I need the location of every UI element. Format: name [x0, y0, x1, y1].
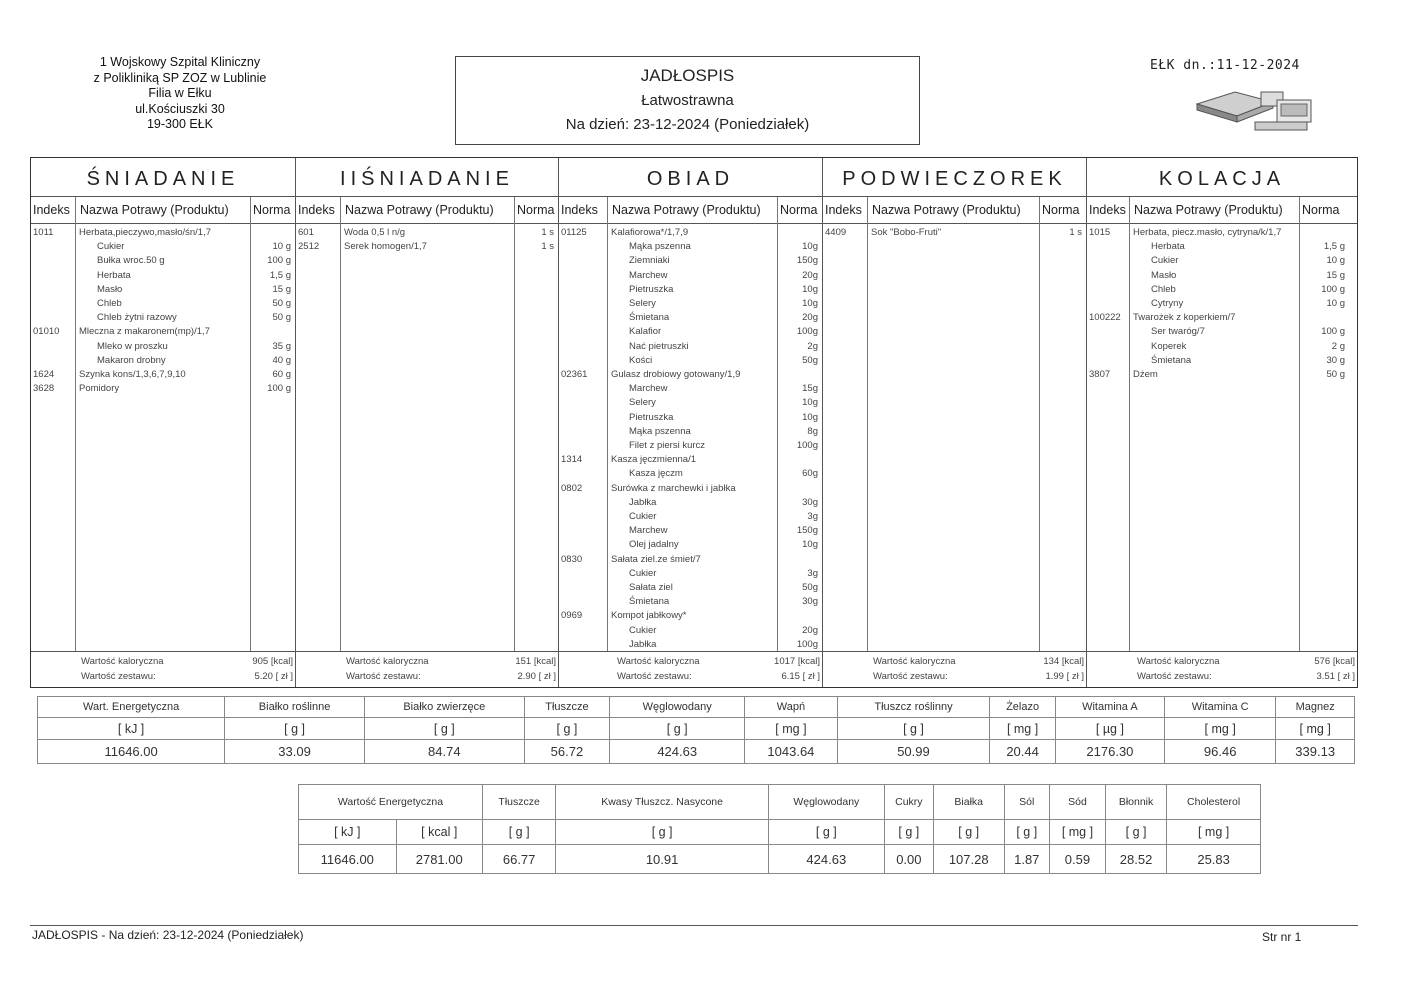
item-norm: 100 g [267, 383, 291, 395]
nutrient-unit: [ g ] [1004, 820, 1050, 845]
meal-title: PODWIECZOREK [823, 158, 1086, 197]
calorie-value: 1017 [kcal] [774, 656, 820, 667]
hospital-line: Filia w Ełku [148, 86, 212, 100]
book-computer-logo-icon [1195, 86, 1315, 134]
item-norm: 50 g [1326, 369, 1345, 380]
item-norm: 100 g [267, 255, 291, 267]
cost-label: Wartość zestawu: [617, 671, 692, 682]
meal-items [31, 224, 295, 651]
menu-date: Na dzień: 23-12-2024 (Poniedziałek) [565, 116, 810, 133]
item-norm: 20g [802, 624, 818, 636]
nutrient-value: 66.77 [482, 845, 555, 874]
item-norm: 10g [802, 411, 818, 423]
meal-column-headers [1087, 197, 1357, 224]
dish-name: Mleczna z makaronem(mp)/1,7 [79, 326, 210, 338]
item-norm: 10 g [272, 241, 291, 253]
ingredient-name: Kości [629, 354, 653, 366]
nutrient-name: Witamina A [1055, 697, 1164, 718]
item-norm: 20g [802, 269, 818, 281]
ingredient-name: Bułka wroc.50 g [97, 255, 165, 267]
title-box [455, 56, 920, 145]
nutrient-name: Tłuszcze [524, 697, 610, 718]
ingredient-name: Śmietana [629, 312, 670, 324]
ingredient-name: Selery [629, 298, 656, 309]
cost-value: 2.90 [ zł ] [517, 671, 556, 682]
ingredient-name: Cukier [629, 567, 657, 579]
item-norm: 1 s [1069, 227, 1082, 238]
item-norm: 40 g [272, 354, 291, 366]
item-index: 4409 [825, 227, 847, 238]
nutrient-name: Cholesterol [1167, 785, 1261, 820]
dish-name: Herbata, piecz.masło, cytryna/k/1,7 [1133, 227, 1282, 238]
nutrition-row [38, 697, 1355, 718]
dish-name: Twarożek z koperkiem/7 [1133, 312, 1236, 324]
item-index: 1314 [561, 454, 583, 466]
nutrient-name: Wartość Energetyczna [299, 785, 483, 820]
meal-items [296, 224, 558, 651]
item-index: 01125 [561, 227, 587, 238]
nutrient-value: 107.28 [933, 845, 1004, 874]
dish-name: Kalafiorowa*/1,7,9 [611, 227, 689, 238]
meal-title: OBIAD [559, 158, 822, 197]
meal-summary [296, 651, 558, 688]
index-header: Indeks [825, 203, 862, 217]
norm-header: Norma [1302, 203, 1340, 217]
ingredient-name: Cukier [1151, 255, 1179, 267]
nutrient-name: Cukry [884, 785, 933, 820]
item-index: 0830 [561, 553, 583, 565]
ingredient-name: Cukier [629, 624, 657, 636]
ingredient-name: Makaron drobny [97, 354, 166, 366]
ingredient-name: Kalafior [629, 326, 662, 338]
item-norm: 10g [802, 298, 818, 309]
meal-summary [823, 651, 1086, 688]
nutrient-name: Witamina C [1164, 697, 1275, 718]
item-norm: 50g [802, 354, 818, 366]
nutrient-name: Błonnik [1105, 785, 1166, 820]
nutrient-name: Wart. Energetyczna [38, 697, 225, 718]
nutrient-value: 84.74 [364, 740, 524, 764]
index-header: Indeks [1089, 203, 1126, 217]
nutrient-name: Tłuszcz roślinny [837, 697, 990, 718]
item-norm: 2 g [1331, 340, 1345, 352]
nutrient-value: 1043.64 [745, 740, 837, 764]
ingredient-name: Chleb żytni razowy [97, 312, 177, 324]
nutrient-value: 56.72 [524, 740, 610, 764]
nutrition-row [38, 718, 1355, 740]
page-title: JADŁOSPIS [640, 66, 735, 85]
ingredient-name: Marchew [629, 269, 668, 281]
nutrition-row [38, 740, 1355, 764]
nutrient-value: 25.83 [1167, 845, 1261, 874]
ingredient-name: Filet z piersi kurcz [629, 440, 706, 451]
dish-name: Surówka z marchewki i jabłka [611, 482, 736, 494]
item-index: 1624 [33, 369, 55, 380]
meal-title: ŚNIADANIE [31, 158, 295, 197]
meal-column-headers [296, 197, 558, 224]
nutrient-value: 20.44 [990, 740, 1056, 764]
nutrient-unit: [ kJ ] [299, 820, 397, 845]
hospital-line: ul.Kościuszki 30 [135, 101, 225, 116]
item-norm: 15g [802, 383, 818, 395]
item-index: 01010 [33, 326, 60, 338]
item-index: 0969 [561, 610, 583, 622]
meal-summary [1087, 651, 1357, 688]
ingredient-name: Cytryny [1151, 298, 1184, 309]
ingredient-name: Marchew [629, 525, 668, 537]
nutrient-name: Magnez [1276, 697, 1355, 718]
dish-name: Szynka kons/1,3,6,7,9,10 [79, 369, 186, 380]
item-norm: 50g [802, 582, 818, 593]
ingredient-name: Herbata [1151, 241, 1185, 253]
item-norm: 100g [796, 638, 818, 650]
hospital-line: 1 Wojskowy Szpital Kliniczny [99, 55, 261, 69]
dish-name: Dżem [1133, 369, 1158, 380]
nutrient-unit: [ mg ] [745, 718, 837, 740]
nutrient-value: 1.87 [1004, 845, 1050, 874]
calorie-label: Wartość kaloryczna [1137, 656, 1220, 667]
meal-items [1087, 224, 1357, 651]
diet-name: Łatwostrawna [641, 92, 734, 109]
nutrient-name: Sód [1050, 785, 1106, 820]
item-norm: 150g [796, 255, 818, 267]
item-norm: 15 g [272, 283, 291, 295]
meal-column [31, 158, 296, 687]
meal-title: IIŚNIADANIE [296, 158, 558, 197]
item-norm: 60 g [272, 369, 291, 380]
dish-name-header: Nazwa Potrawy (Produktu) [612, 203, 761, 217]
nutrient-unit: [ µg ] [1055, 718, 1164, 740]
calorie-value: 576 [kcal] [1314, 656, 1355, 667]
nutrition-row [299, 785, 1261, 820]
item-norm: 1 s [541, 241, 554, 253]
nutrient-value: 424.63 [610, 740, 745, 764]
item-norm: 15 g [1326, 269, 1345, 281]
cost-value: 3.51 [ zł ] [1316, 671, 1355, 682]
nutrient-value: 10.91 [556, 845, 769, 874]
item-norm: 10g [802, 539, 818, 551]
nutrient-value: 0.00 [884, 845, 933, 874]
item-index: 1015 [1089, 227, 1111, 238]
ingredient-name: Pietruszka [629, 411, 674, 423]
dish-name-header: Nazwa Potrawy (Produktu) [872, 203, 1021, 217]
item-index: 100222 [1089, 312, 1121, 324]
item-index: 3628 [33, 383, 55, 395]
index-header: Indeks [33, 203, 70, 217]
ingredient-name: Olej jadalny [629, 539, 679, 551]
nutrient-unit: [ mg ] [1164, 718, 1275, 740]
ingredient-name: Ser twaróg/7 [1151, 326, 1205, 338]
nutrient-unit: [ kJ ] [38, 718, 225, 740]
nutrient-name: Żelazo [990, 697, 1056, 718]
nutrient-unit: [ g ] [610, 718, 745, 740]
item-index: 601 [298, 227, 314, 238]
item-norm: 10g [802, 283, 818, 295]
meal-items [559, 224, 822, 651]
meal-title: KOLACJA [1087, 158, 1357, 197]
nutrient-unit: [ g ] [768, 820, 884, 845]
meal-column-headers [823, 197, 1086, 224]
cost-value: 5.20 [ zł ] [254, 671, 293, 682]
ingredient-name: Sałata ziel [629, 582, 673, 593]
nutrient-value: 0.59 [1050, 845, 1106, 874]
item-norm: 100g [796, 440, 818, 451]
item-norm: 30g [802, 496, 818, 508]
meal-column [1087, 158, 1357, 687]
norm-header: Norma [253, 203, 291, 217]
nutrient-unit: [ kcal ] [396, 820, 482, 845]
hospital-line: z Polikliniką SP ZOZ w Lublinie [93, 70, 267, 85]
nutrient-name: Białka [933, 785, 1004, 820]
dish-name: Kompot jabłkowy* [611, 610, 687, 622]
nutrient-unit: [ mg ] [1050, 820, 1106, 845]
ingredient-name: Ziemniaki [629, 255, 670, 267]
nutrient-name: Wapń [745, 697, 837, 718]
cost-label: Wartość zestawu: [346, 671, 421, 682]
nutrient-unit: [ g ] [524, 718, 610, 740]
nutrient-name: Kwasy Tłuszcz. Nasycone [556, 785, 769, 820]
meal-column [823, 158, 1087, 687]
norm-header: Norma [517, 203, 555, 217]
ingredient-name: Koperek [1151, 340, 1187, 352]
meals-table [30, 157, 1358, 688]
issue-date-stamp: EŁK dn.:11-12-2024 [1150, 58, 1300, 73]
ingredient-name: Masło [1151, 269, 1177, 281]
cost-label: Wartość zestawu: [873, 671, 948, 682]
nutrient-name: Sól [1004, 785, 1050, 820]
meal-items [823, 224, 1086, 651]
item-norm: 8g [807, 425, 818, 437]
nutrient-unit: [ mg ] [1276, 718, 1355, 740]
index-header: Indeks [561, 203, 598, 217]
meal-column-headers [31, 197, 295, 224]
item-norm: 35 g [272, 340, 291, 352]
nutrient-value: 2176.30 [1055, 740, 1164, 764]
item-norm: 150g [796, 525, 818, 537]
calorie-value: 134 [kcal] [1043, 656, 1084, 667]
dish-name: Gulasz drobiowy gotowany/1,9 [611, 369, 741, 380]
item-norm: 60g [802, 468, 818, 480]
ingredient-name: Chleb [97, 298, 122, 309]
ingredient-name: Herbata [97, 269, 131, 281]
nutrient-value: 339.13 [1276, 740, 1355, 764]
nutrient-unit: [ g ] [933, 820, 1004, 845]
ingredient-name: Selery [629, 397, 656, 409]
nutrition-row [299, 820, 1261, 845]
dish-name-header: Nazwa Potrawy (Produktu) [80, 203, 229, 217]
nutrient-name: Białko zwierzęce [364, 697, 524, 718]
norm-header: Norma [780, 203, 818, 217]
item-norm: 30g [802, 596, 818, 608]
nutrient-name: Białko roślinne [225, 697, 365, 718]
item-norm: 1,5 g [1323, 241, 1345, 253]
cost-label: Wartość zestawu: [81, 671, 156, 682]
dish-name: Kasza jęczmienna/1 [611, 454, 697, 466]
ingredient-name: Pietruszka [629, 283, 674, 295]
ingredient-name: Chleb [1151, 283, 1176, 295]
nutrition-row [299, 845, 1261, 874]
meal-column-headers [559, 197, 822, 224]
norm-header: Norma [1042, 203, 1080, 217]
cost-value: 6.15 [ zł ] [781, 671, 820, 682]
page-number: Str nr 1 [1262, 930, 1302, 944]
nutrient-unit: [ mg ] [1167, 820, 1261, 845]
cost-label: Wartość zestawu: [1137, 671, 1212, 682]
item-norm: 100g [796, 326, 818, 338]
item-index: 3807 [1089, 369, 1111, 380]
ingredient-name: Kasza jęczm [629, 468, 683, 480]
nutrient-value: 424.63 [768, 845, 884, 874]
meal-summary [559, 651, 822, 688]
ingredient-name: Mąka pszenna [629, 425, 691, 437]
ingredient-name: Mleko w proszku [97, 340, 168, 352]
item-norm: 50 g [272, 298, 291, 309]
ingredient-name: Jabłka [629, 638, 657, 650]
nutrient-value: 28.52 [1105, 845, 1166, 874]
nutrient-unit: [ g ] [837, 718, 990, 740]
dish-name: Sałata ziel.ze śmiet/7 [611, 553, 701, 565]
calorie-label: Wartość kaloryczna [617, 656, 700, 667]
nutrient-unit: [ mg ] [990, 718, 1056, 740]
calorie-value: 905 [kcal] [252, 656, 293, 667]
calorie-label: Wartość kaloryczna [346, 656, 429, 667]
nutrient-value: 11646.00 [38, 740, 225, 764]
nutrient-name: Tłuszcze [482, 785, 555, 820]
item-index: 1011 [33, 227, 54, 238]
nutrient-unit: [ g ] [556, 820, 769, 845]
ingredient-name: Cukier [97, 241, 125, 253]
item-index: 0802 [561, 482, 583, 494]
item-index: 2512 [298, 241, 320, 253]
nutrient-unit: [ g ] [884, 820, 933, 845]
ingredient-name: Mąka pszenna [629, 241, 691, 253]
nutrition-table-1 [37, 696, 1355, 764]
nutrient-unit: [ g ] [482, 820, 555, 845]
nutrition-table-2 [298, 784, 1261, 874]
nutrient-unit: [ g ] [364, 718, 524, 740]
hospital-address [60, 55, 300, 133]
item-norm: 10g [802, 241, 818, 253]
calorie-value: 151 [kcal] [515, 656, 556, 667]
nutrient-value: 2781.00 [396, 845, 482, 874]
dish-name-header: Nazwa Potrawy (Produktu) [1134, 203, 1283, 217]
ingredient-name: Marchew [629, 383, 668, 395]
calorie-label: Wartość kaloryczna [873, 656, 956, 667]
item-norm: 10 g [1326, 298, 1345, 309]
meal-column [559, 158, 823, 687]
meal-summary [31, 651, 295, 688]
dish-name: Serek homogen/1,7 [344, 241, 427, 253]
ingredient-name: Śmietana [629, 596, 670, 608]
nutrient-unit: [ g ] [225, 718, 365, 740]
item-norm: 100 g [1321, 283, 1345, 295]
hospital-line: 19-300 EŁK [146, 117, 214, 131]
item-norm: 50 g [272, 312, 291, 324]
item-norm: 3g [807, 567, 818, 579]
nutrient-value: 11646.00 [299, 845, 397, 874]
item-norm: 2g [807, 340, 818, 352]
dish-name: Sok "Bobo-Fruti" [871, 227, 942, 238]
footer-divider [30, 925, 1358, 926]
nutrient-value: 50.99 [837, 740, 990, 764]
nutrient-value: 96.46 [1164, 740, 1275, 764]
item-norm: 1,5 g [269, 269, 291, 281]
dish-name: Woda 0,5 l n/g [344, 227, 406, 238]
item-norm: 20g [802, 312, 818, 324]
dish-name-header: Nazwa Potrawy (Produktu) [345, 203, 494, 217]
item-norm: 10 g [1326, 255, 1345, 267]
ingredient-name: Masło [97, 283, 123, 295]
ingredient-name: Śmietana [1151, 354, 1192, 366]
item-index: 02361 [561, 369, 588, 380]
nutrient-value: 33.09 [225, 740, 365, 764]
ingredient-name: Nać pietruszki [629, 340, 689, 352]
cost-value: 1.99 [ zł ] [1045, 671, 1084, 682]
nutrient-name: Węglowodany [610, 697, 745, 718]
item-norm: 1 s [541, 227, 554, 238]
nutrient-name: Węglowodany [768, 785, 884, 820]
footer-title: JADŁOSPIS - Na dzień: 23-12-2024 (Poniedziałek) [32, 928, 304, 942]
dish-name: Pomidory [79, 383, 120, 395]
item-norm: 10g [802, 397, 818, 409]
ingredient-name: Jabłka [629, 496, 657, 508]
ingredient-name: Cukier [629, 511, 657, 522]
item-norm: 100 g [1321, 326, 1345, 338]
dish-name: Herbata,pieczywo,masło/śn/1,7 [79, 227, 212, 238]
meal-column [296, 158, 559, 687]
calorie-label: Wartość kaloryczna [81, 656, 164, 667]
item-norm: 30 g [1326, 354, 1345, 366]
nutrient-unit: [ g ] [1105, 820, 1166, 845]
index-header: Indeks [298, 203, 335, 217]
item-norm: 3g [807, 511, 818, 522]
